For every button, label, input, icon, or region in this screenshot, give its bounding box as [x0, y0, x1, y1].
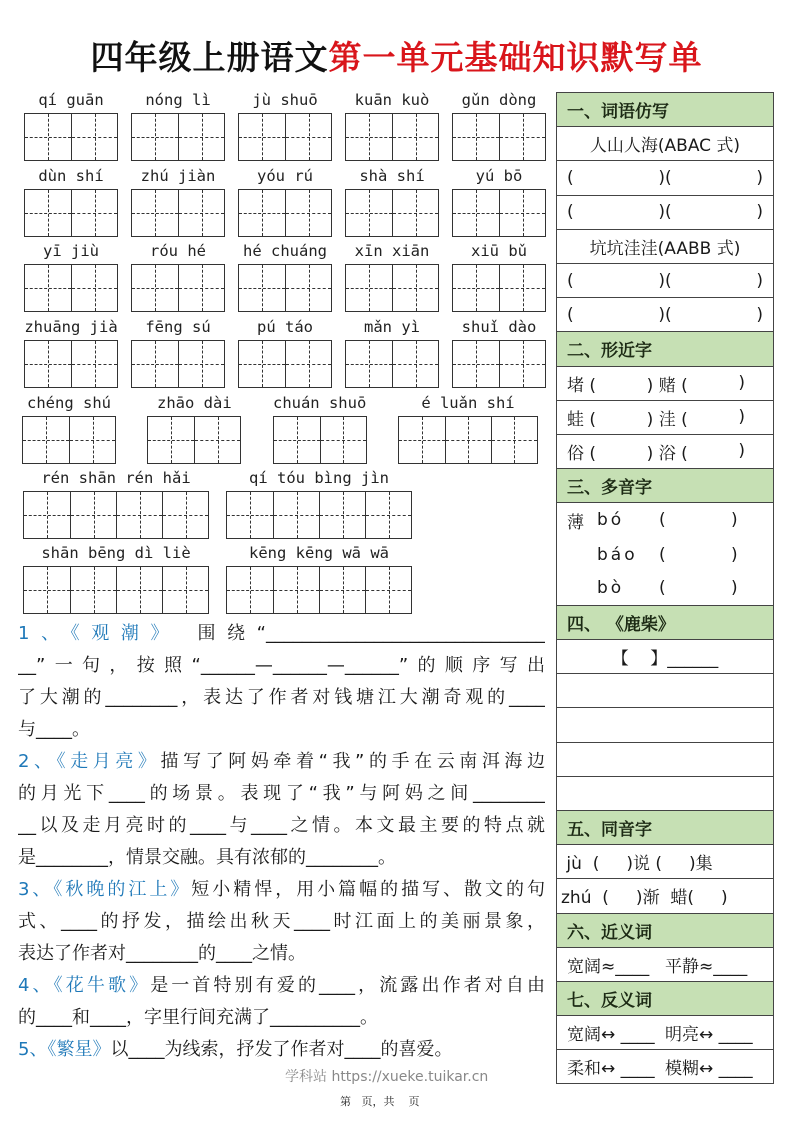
- question-line[interactable]: [18, 1002, 545, 1034]
- tianzige-cell[interactable]: [239, 341, 285, 387]
- word-group: [238, 165, 332, 237]
- question-4: [18, 970, 545, 1034]
- tianzige-cell[interactable]: [25, 265, 71, 311]
- pinyin-label: jù shuō: [252, 91, 318, 109]
- tianzige-cell[interactable]: [71, 265, 117, 311]
- tianzige-cell[interactable]: [392, 190, 438, 236]
- tianzige-cell[interactable]: [178, 265, 224, 311]
- pinyin-row: [23, 542, 573, 614]
- page-title: [0, 32, 793, 79]
- question-text: 了大潮的________，表达了作者对钱塘江大潮奇观的____: [18, 687, 545, 708]
- tianzige-cell[interactable]: [116, 567, 162, 613]
- question-line[interactable]: [18, 906, 545, 938]
- word-group: [238, 240, 332, 312]
- tianzige-cell[interactable]: [346, 265, 392, 311]
- tianzige-cell[interactable]: [346, 114, 392, 160]
- pinyin-label: kēng kēng wā wā: [249, 544, 389, 562]
- right-panel: [556, 92, 774, 1084]
- tianzige-boxes[interactable]: [23, 566, 209, 614]
- question-line[interactable]: [18, 970, 545, 1002]
- polyphone-reading: bò: [597, 578, 625, 599]
- pinyin-label: yī jiù: [43, 242, 99, 260]
- tianzige-cell[interactable]: [178, 341, 224, 387]
- tianzige-cell[interactable]: [71, 114, 117, 160]
- tianzige-cell[interactable]: [239, 265, 285, 311]
- similar-char-part: 俗 (: [567, 443, 597, 464]
- question-line[interactable]: [18, 714, 545, 746]
- question-text: 式、____的抒发，描绘出秋天____时江面上的美丽景象，: [18, 911, 545, 932]
- pinyin-row: [24, 316, 574, 388]
- pinyin-label: gǔn dòng: [461, 91, 537, 109]
- section-header-4: 四、 《鹿柴》: [557, 606, 773, 640]
- tianzige-cell[interactable]: [346, 341, 392, 387]
- paren-close: ): [731, 578, 738, 599]
- antonym-item: 模糊↔ ____: [665, 1059, 753, 1080]
- tianzige-cell[interactable]: [23, 417, 69, 463]
- tianzige-boxes[interactable]: [131, 340, 225, 388]
- tianzige-cell[interactable]: [453, 114, 499, 160]
- tianzige-cell[interactable]: [285, 190, 331, 236]
- question-line[interactable]: [18, 874, 545, 906]
- paren: )(: [658, 167, 672, 188]
- tianzige-cell[interactable]: [70, 567, 116, 613]
- word-group: [22, 392, 116, 464]
- paren: )(: [658, 304, 672, 325]
- pinyin-label: xiū bǔ: [471, 242, 527, 260]
- pinyin-label: yú bō: [475, 167, 523, 185]
- question-title: 1、《观潮》: [18, 623, 181, 644]
- tianzige-cell[interactable]: [499, 341, 545, 387]
- tianzige-cell[interactable]: [162, 567, 208, 613]
- pinyin-label: rén shān rén hǎi: [41, 469, 191, 487]
- word-group: [131, 165, 225, 237]
- section-header-6: 六、近义词: [557, 914, 773, 948]
- tianzige-cell[interactable]: [24, 567, 70, 613]
- tianzige-boxes[interactable]: [452, 340, 546, 388]
- question-line[interactable]: [18, 778, 545, 810]
- poem-line-blank[interactable]: [557, 743, 773, 777]
- pinyin-label: dùn shí: [38, 167, 104, 185]
- pinyin-label: chuán shuō: [272, 394, 367, 412]
- tianzige-cell[interactable]: [24, 492, 70, 538]
- question-line[interactable]: [18, 618, 545, 650]
- question-text: 描写了阿妈牵着“我”的手在云南洱海边: [160, 751, 545, 772]
- homophone-row[interactable]: jù ( )说 ( )集: [557, 845, 773, 879]
- tianzige-boxes[interactable]: [273, 416, 367, 464]
- question-text: 短小精悍，用小篇幅的描写、散文的句: [191, 879, 545, 900]
- polyphone-char: 薄: [567, 512, 584, 533]
- tianzige-cell[interactable]: [392, 341, 438, 387]
- pinyin-label: zhú jiàn: [140, 167, 216, 185]
- tianzige-cell[interactable]: [499, 190, 545, 236]
- word-group: [226, 467, 412, 539]
- similar-char-row[interactable]: [557, 435, 773, 469]
- tianzige-cell[interactable]: [319, 492, 365, 538]
- paren: ): [756, 270, 763, 291]
- example-abac: 人山人海(ABAC 式): [557, 127, 773, 161]
- tianzige-boxes[interactable]: [452, 113, 546, 161]
- tianzige-cell[interactable]: [227, 567, 273, 613]
- pinyin-row: [22, 392, 538, 464]
- tianzige-cell[interactable]: [71, 341, 117, 387]
- word-group: [398, 392, 538, 464]
- paren: (: [567, 202, 574, 223]
- question-1: [18, 618, 545, 746]
- word-group: [24, 316, 118, 388]
- reading-questions: [18, 618, 545, 1066]
- title-grade: 四年级上册语文: [90, 38, 329, 77]
- tianzige-cell[interactable]: [499, 114, 545, 160]
- tianzige-cell[interactable]: [273, 567, 319, 613]
- tianzige-boxes[interactable]: [226, 491, 412, 539]
- word-group: [147, 392, 241, 464]
- question-text: 是________，情景交融。具有浓郁的________。: [18, 847, 396, 868]
- section-header-1: 一、词语仿写: [557, 93, 773, 127]
- question-line[interactable]: [18, 938, 545, 970]
- pinyin-row: [24, 240, 574, 312]
- word-group: [345, 89, 439, 161]
- tianzige-cell[interactable]: [239, 190, 285, 236]
- tianzige-boxes[interactable]: [22, 416, 116, 464]
- question-title: 3、《秋晚的江上》: [18, 879, 192, 900]
- tianzige-cell[interactable]: [273, 492, 319, 538]
- synonym-item: 平静≈____: [665, 956, 748, 977]
- tianzige-cell[interactable]: [453, 265, 499, 311]
- answer-row[interactable]: [557, 196, 773, 230]
- tianzige-cell[interactable]: [274, 417, 320, 463]
- tianzige-cell[interactable]: [285, 114, 331, 160]
- tianzige-cell[interactable]: [132, 114, 178, 160]
- similar-char-part: ): [738, 373, 745, 394]
- question-line[interactable]: [18, 842, 545, 874]
- pinyin-label: nóng lì: [145, 91, 211, 109]
- antonym-row[interactable]: [557, 1016, 773, 1050]
- tianzige-cell[interactable]: [346, 190, 392, 236]
- tianzige-cell[interactable]: [453, 190, 499, 236]
- tianzige-boxes[interactable]: [238, 264, 332, 312]
- question-text: __”一句，按照“______—______—______”的顺序写出: [18, 655, 545, 676]
- question-line[interactable]: [18, 1034, 545, 1066]
- word-group: [238, 316, 332, 388]
- word-group: [238, 89, 332, 161]
- question-title: 5、《繁星》: [18, 1039, 111, 1060]
- similar-char-row[interactable]: [557, 401, 773, 435]
- example-aabb: 坑坑洼洼(AABB 式): [557, 230, 773, 264]
- tianzige-cell[interactable]: [148, 417, 194, 463]
- antonym-item: 明亮↔ ____: [665, 1025, 753, 1046]
- tianzige-boxes[interactable]: [238, 113, 332, 161]
- paren-close: ): [731, 510, 738, 531]
- tianzige-boxes[interactable]: [452, 189, 546, 237]
- word-group: [23, 542, 209, 614]
- tianzige-boxes[interactable]: [238, 340, 332, 388]
- antonym-row[interactable]: [557, 1050, 773, 1084]
- tianzige-cell[interactable]: [71, 190, 117, 236]
- question-title: 2、《走月亮》: [18, 751, 161, 772]
- poem-line-blank[interactable]: [557, 777, 773, 811]
- homophone-row[interactable]: zhú ( )渐 蜡( ): [557, 879, 773, 913]
- tianzige-cell[interactable]: [399, 417, 445, 463]
- question-line[interactable]: [18, 746, 545, 778]
- tianzige-cell[interactable]: [178, 190, 224, 236]
- tianzige-boxes[interactable]: [131, 189, 225, 237]
- word-group: [452, 89, 546, 161]
- tianzige-boxes[interactable]: [345, 113, 439, 161]
- tianzige-cell[interactable]: [116, 492, 162, 538]
- antonym-item: 宽阔↔ ____: [567, 1025, 655, 1046]
- tianzige-cell[interactable]: [132, 190, 178, 236]
- tianzige-cell[interactable]: [392, 114, 438, 160]
- tianzige-cell[interactable]: [132, 341, 178, 387]
- word-group: [452, 240, 546, 312]
- answer-row[interactable]: [557, 264, 773, 298]
- tianzige-cell[interactable]: [453, 341, 499, 387]
- tianzige-boxes[interactable]: [345, 340, 439, 388]
- question-text: 与____。: [18, 719, 90, 740]
- similar-char-part: 蛙 (: [567, 409, 597, 430]
- question-title: 4、《花牛歌》: [18, 975, 151, 996]
- tianzige-cell[interactable]: [25, 190, 71, 236]
- watermark: 学科站 https://xueke.tuikar.cn: [285, 1069, 489, 1085]
- section-header-5: 五、同音字: [557, 811, 773, 845]
- paren: )(: [658, 202, 672, 223]
- question-line[interactable]: [18, 682, 545, 714]
- pinyin-label: shà shí: [359, 167, 425, 185]
- paren: ): [756, 167, 763, 188]
- word-group: [24, 89, 118, 161]
- question-text: 以____为线索，抒发了作者对____的喜爱。: [110, 1039, 453, 1060]
- tianzige-cell[interactable]: [392, 265, 438, 311]
- tianzige-boxes[interactable]: [131, 264, 225, 312]
- pinyin-label: xīn xiān: [354, 242, 430, 260]
- word-group: [24, 240, 118, 312]
- polyphone-row[interactable]: [557, 537, 773, 571]
- tianzige-cell[interactable]: [25, 341, 71, 387]
- poem-line-blank[interactable]: [557, 674, 773, 708]
- synonym-row[interactable]: [557, 948, 773, 982]
- pinyin-label: zhāo dài: [157, 394, 232, 412]
- pinyin-label: é luǎn shí: [421, 394, 515, 412]
- tianzige-boxes[interactable]: [24, 340, 118, 388]
- tianzige-cell[interactable]: [227, 492, 273, 538]
- word-group: [131, 240, 225, 312]
- poem-title-row[interactable]: 【 】______: [557, 640, 773, 674]
- tianzige-boxes[interactable]: [238, 189, 332, 237]
- polyphone-reading: bó: [597, 510, 625, 531]
- word-group: [273, 392, 367, 464]
- tianzige-cell[interactable]: [365, 492, 411, 538]
- pinyin-label: chéng shú: [27, 394, 111, 412]
- tianzige-cell[interactable]: [239, 114, 285, 160]
- word-group: [452, 316, 546, 388]
- word-group: [131, 89, 225, 161]
- paren: ): [756, 202, 763, 223]
- tianzige-cell[interactable]: [162, 492, 208, 538]
- section-header-3: 三、多音字: [557, 469, 773, 503]
- question-3: [18, 874, 545, 970]
- pinyin-label: róu hé: [150, 242, 206, 260]
- pinyin-row: [24, 89, 574, 161]
- tianzige-boxes[interactable]: [345, 189, 439, 237]
- pinyin-label: pú táo: [257, 318, 313, 336]
- pinyin-label: qí guān: [38, 91, 104, 109]
- question-line[interactable]: [18, 810, 545, 842]
- word-group: [345, 316, 439, 388]
- tianzige-boxes[interactable]: [398, 416, 538, 464]
- answer-row[interactable]: [557, 298, 773, 332]
- similar-char-part: ): [738, 441, 745, 462]
- paren: (: [567, 270, 574, 291]
- similar-char-part: 堵 (: [567, 375, 597, 396]
- paren: ): [756, 304, 763, 325]
- polyphone-row[interactable]: [557, 503, 773, 537]
- word-group: [23, 467, 209, 539]
- word-group: [131, 316, 225, 388]
- page-number: 第 页，共 页: [340, 1095, 420, 1108]
- tianzige-boxes[interactable]: [24, 264, 118, 312]
- question-line[interactable]: [18, 650, 545, 682]
- word-group: [345, 165, 439, 237]
- tianzige-cell[interactable]: [285, 341, 331, 387]
- tianzige-cell[interactable]: [499, 265, 545, 311]
- paren-open: (: [659, 544, 666, 565]
- word-group: [452, 165, 546, 237]
- tianzige-cell[interactable]: [70, 492, 116, 538]
- pinyin-label: hé chuáng: [243, 242, 327, 260]
- word-group: [24, 165, 118, 237]
- question-text: 表达了作者对________的____之情。: [18, 943, 306, 964]
- pinyin-label: shuǐ dào: [461, 318, 537, 336]
- pinyin-label: qí tóu bìng jìn: [249, 469, 389, 487]
- word-group: [226, 542, 412, 614]
- similar-char-row[interactable]: [557, 367, 773, 401]
- word-group: [345, 240, 439, 312]
- section-header-2: 二、形近字: [557, 332, 773, 366]
- polyphone-row[interactable]: [557, 572, 773, 606]
- section-header-7: 七、反义词: [557, 982, 773, 1016]
- question-2: [18, 746, 545, 874]
- tianzige-boxes[interactable]: [131, 113, 225, 161]
- question-text: 的____和____，字里行间充满了__________。: [18, 1007, 378, 1028]
- similar-char-part: ): [738, 407, 745, 428]
- question-text: 围绕“_______________________________: [180, 623, 545, 644]
- tianzige-boxes[interactable]: [23, 491, 209, 539]
- paren-close: ): [731, 544, 738, 565]
- similar-char-part: ) 浴 (: [646, 443, 688, 464]
- pinyin-label: fēng sú: [145, 318, 211, 336]
- paren: (: [567, 304, 574, 325]
- tianzige-cell[interactable]: [491, 417, 537, 463]
- tianzige-boxes[interactable]: [452, 264, 546, 312]
- polyphone-reading: báo: [597, 544, 638, 565]
- tianzige-cell[interactable]: [69, 417, 115, 463]
- tianzige-cell[interactable]: [319, 567, 365, 613]
- question-text: 的月光下____的场景。表现了“我”与阿妈之间________: [18, 783, 545, 804]
- tianzige-boxes[interactable]: [24, 113, 118, 161]
- paren: (: [567, 167, 574, 188]
- pinyin-label: yóu rú: [257, 167, 313, 185]
- pinyin-label: kuān kuò: [354, 91, 430, 109]
- synonym-item: 宽阔≈____: [567, 956, 650, 977]
- pinyin-row: [24, 165, 574, 237]
- paren-open: (: [659, 578, 666, 599]
- question-5: [18, 1034, 545, 1066]
- poem-line-blank[interactable]: [557, 708, 773, 742]
- question-text: 是一首特别有爱的____，流露出作者对自由: [150, 975, 545, 996]
- tianzige-cell[interactable]: [445, 417, 491, 463]
- similar-char-part: ) 洼 (: [646, 409, 688, 430]
- antonym-item: 柔和↔ ____: [567, 1059, 655, 1080]
- tianzige-boxes[interactable]: [147, 416, 241, 464]
- question-text: __以及走月亮时的____与____之情。本文最主要的特点就: [18, 815, 545, 836]
- answer-row[interactable]: [557, 161, 773, 195]
- paren-open: (: [659, 510, 666, 531]
- tianzige-cell[interactable]: [178, 114, 224, 160]
- tianzige-cell[interactable]: [285, 265, 331, 311]
- pinyin-label: mǎn yì: [364, 318, 420, 336]
- paren: )(: [658, 270, 672, 291]
- tianzige-boxes[interactable]: [345, 264, 439, 312]
- title-unit: 第一单元基础知识默写单: [328, 38, 703, 77]
- tianzige-boxes[interactable]: [226, 566, 412, 614]
- tianzige-cell[interactable]: [132, 265, 178, 311]
- similar-char-part: ) 赌 (: [646, 375, 688, 396]
- pinyin-label: shān bēng dì liè: [41, 544, 191, 562]
- tianzige-cell[interactable]: [25, 114, 71, 160]
- tianzige-boxes[interactable]: [24, 189, 118, 237]
- pinyin-label: zhuāng jià: [24, 318, 118, 336]
- pinyin-row: [23, 467, 573, 539]
- tianzige-cell[interactable]: [365, 567, 411, 613]
- tianzige-cell[interactable]: [320, 417, 366, 463]
- tianzige-cell[interactable]: [194, 417, 240, 463]
